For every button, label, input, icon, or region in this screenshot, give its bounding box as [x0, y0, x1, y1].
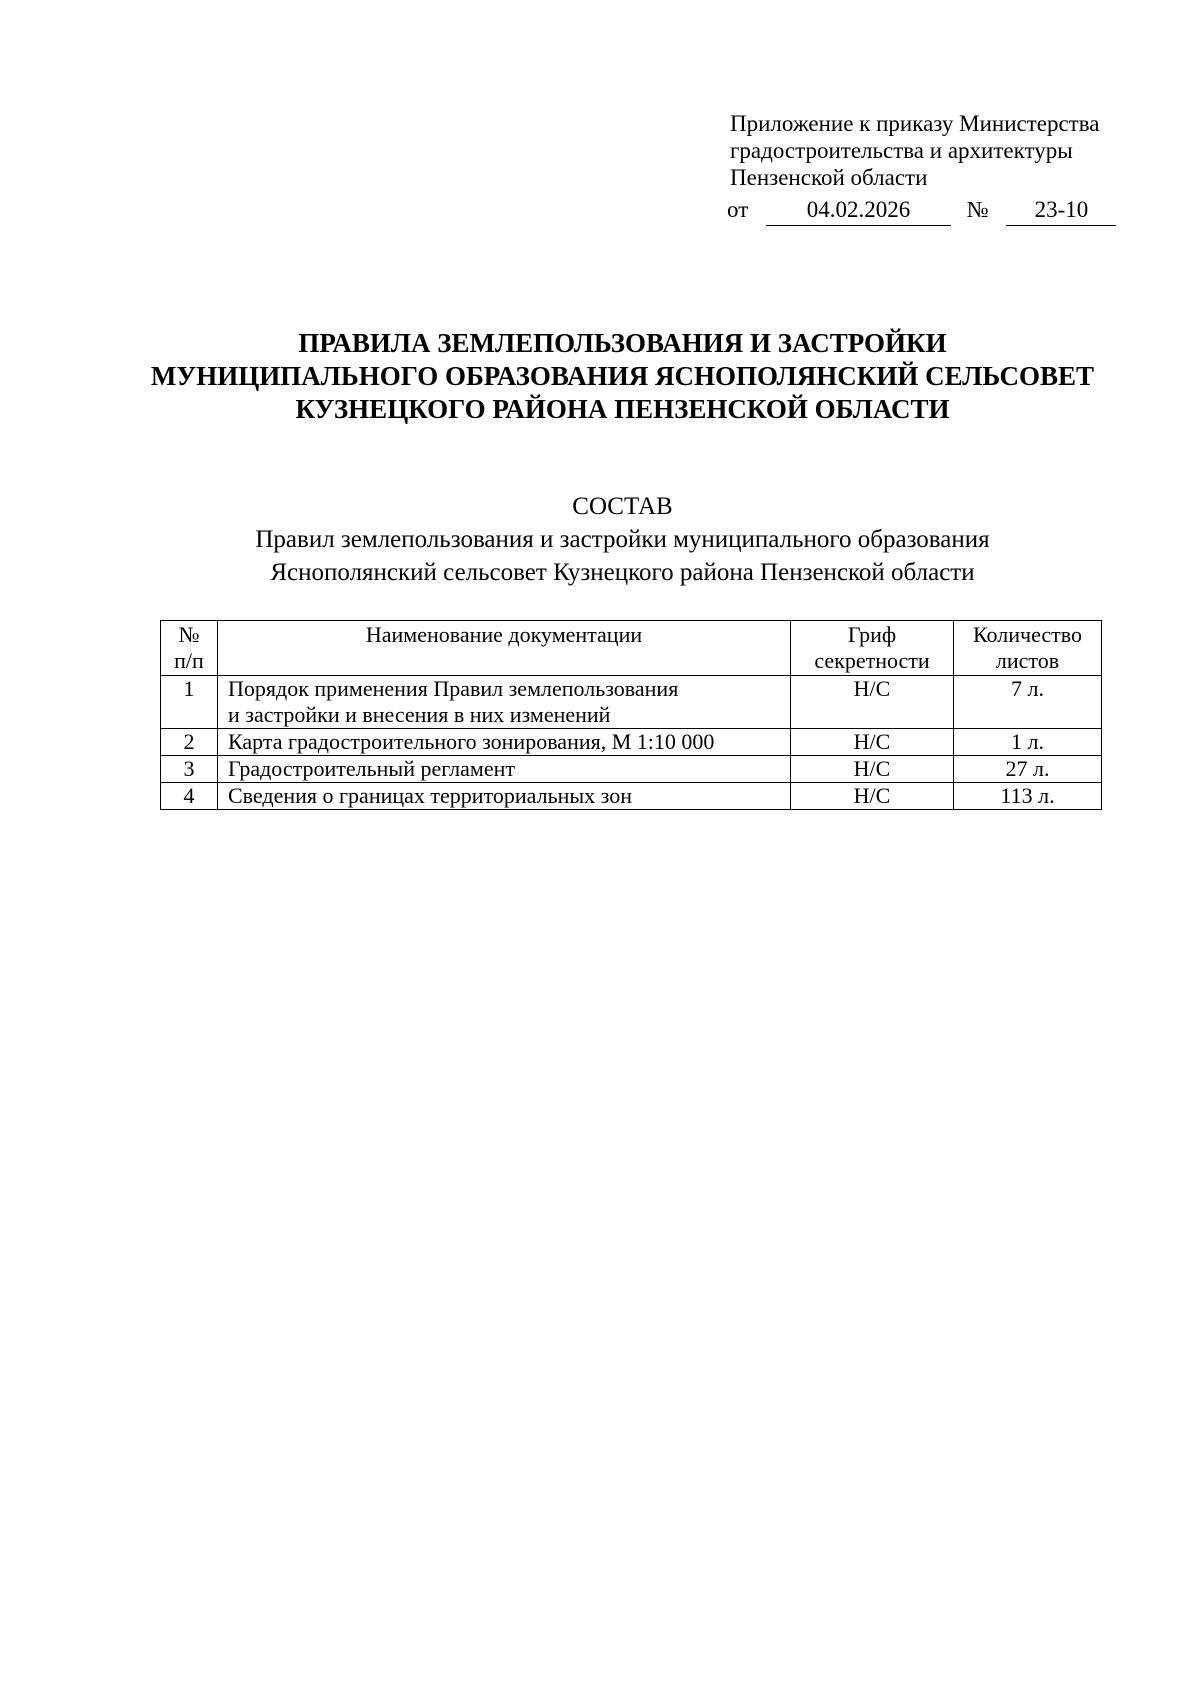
table-row [161, 729, 1102, 756]
table-row [161, 676, 1102, 729]
header-sheets-line-2: листов [995, 648, 1060, 673]
row-num: 3 [161, 756, 218, 783]
header-num-line-1: № [178, 622, 200, 647]
table-header-row [161, 621, 1102, 676]
row-name: Градостроительный регламент [218, 756, 791, 783]
header-name: Наименование документации [218, 621, 791, 676]
row-num: 1 [161, 676, 218, 729]
header-sheets [954, 621, 1102, 676]
row-name: Карта градостроительного зонирования, М 1:10 000 [218, 729, 791, 756]
composition-heading: СОСТАВ [572, 493, 673, 520]
order-date-field: 04.02.2026 [766, 195, 951, 226]
header-secrecy-line-1: Гриф [847, 622, 897, 647]
row-name: Сведения о границах территориальных зон [218, 783, 791, 810]
order-date-prefix: от [727, 197, 749, 222]
header-sheets-line-1: Количество [972, 622, 1083, 647]
title-line-2: МУНИЦИПАЛЬНОГО ОБРАЗОВАНИЯ ЯСНОПОЛЯНСКИЙ СЕЛЬСОВЕТ [150, 361, 1095, 391]
documents-table [160, 620, 1102, 810]
header-num [161, 621, 218, 676]
table-row [161, 756, 1102, 783]
document-title [0, 327, 1200, 426]
order-date-number [727, 195, 1116, 229]
row-name-line-2: и застройки и внесения в них изменений [228, 702, 611, 727]
order-number-field: 23-10 [1006, 195, 1116, 226]
row-num: 2 [161, 729, 218, 756]
row-secrecy: Н/С [791, 783, 954, 810]
row-name-line-1: Порядок применения Правил землепользования [228, 676, 679, 701]
row-num: 4 [161, 783, 218, 810]
row-secrecy: Н/С [791, 756, 954, 783]
header-num-line-2: п/п [174, 648, 204, 673]
appendix-block [730, 110, 1130, 191]
appendix-line-1: Приложение к приказу Министерства [730, 111, 1100, 136]
appendix-line-2: градостроительства и архитектуры [730, 138, 1073, 163]
composition-line-2: Яснополянский сельсовет Кузнецкого района Пензенской области [270, 559, 975, 586]
row-sheets: 113 л. [954, 783, 1102, 810]
row-name [218, 676, 791, 729]
row-secrecy: Н/С [791, 729, 954, 756]
header-secrecy [791, 621, 954, 676]
order-number-sign: № [966, 197, 989, 222]
row-sheets: 7 л. [954, 676, 1102, 729]
table-row [161, 783, 1102, 810]
row-sheets: 27 л. [954, 756, 1102, 783]
row-secrecy: Н/С [791, 676, 954, 729]
composition-block [0, 490, 1200, 589]
title-line-3: КУЗНЕЦКОГО РАЙОНА ПЕНЗЕНСКОЙ ОБЛАСТИ [295, 394, 950, 424]
row-sheets: 1 л. [954, 729, 1102, 756]
header-secrecy-line-2: секретности [814, 648, 930, 673]
title-line-1: ПРАВИЛА ЗЕМЛЕПОЛЬЗОВАНИЯ И ЗАСТРОЙКИ [298, 328, 947, 358]
appendix-line-3: Пензенской области [730, 165, 928, 190]
composition-line-1: Правил землепользования и застройки муниципального образования [255, 526, 990, 553]
